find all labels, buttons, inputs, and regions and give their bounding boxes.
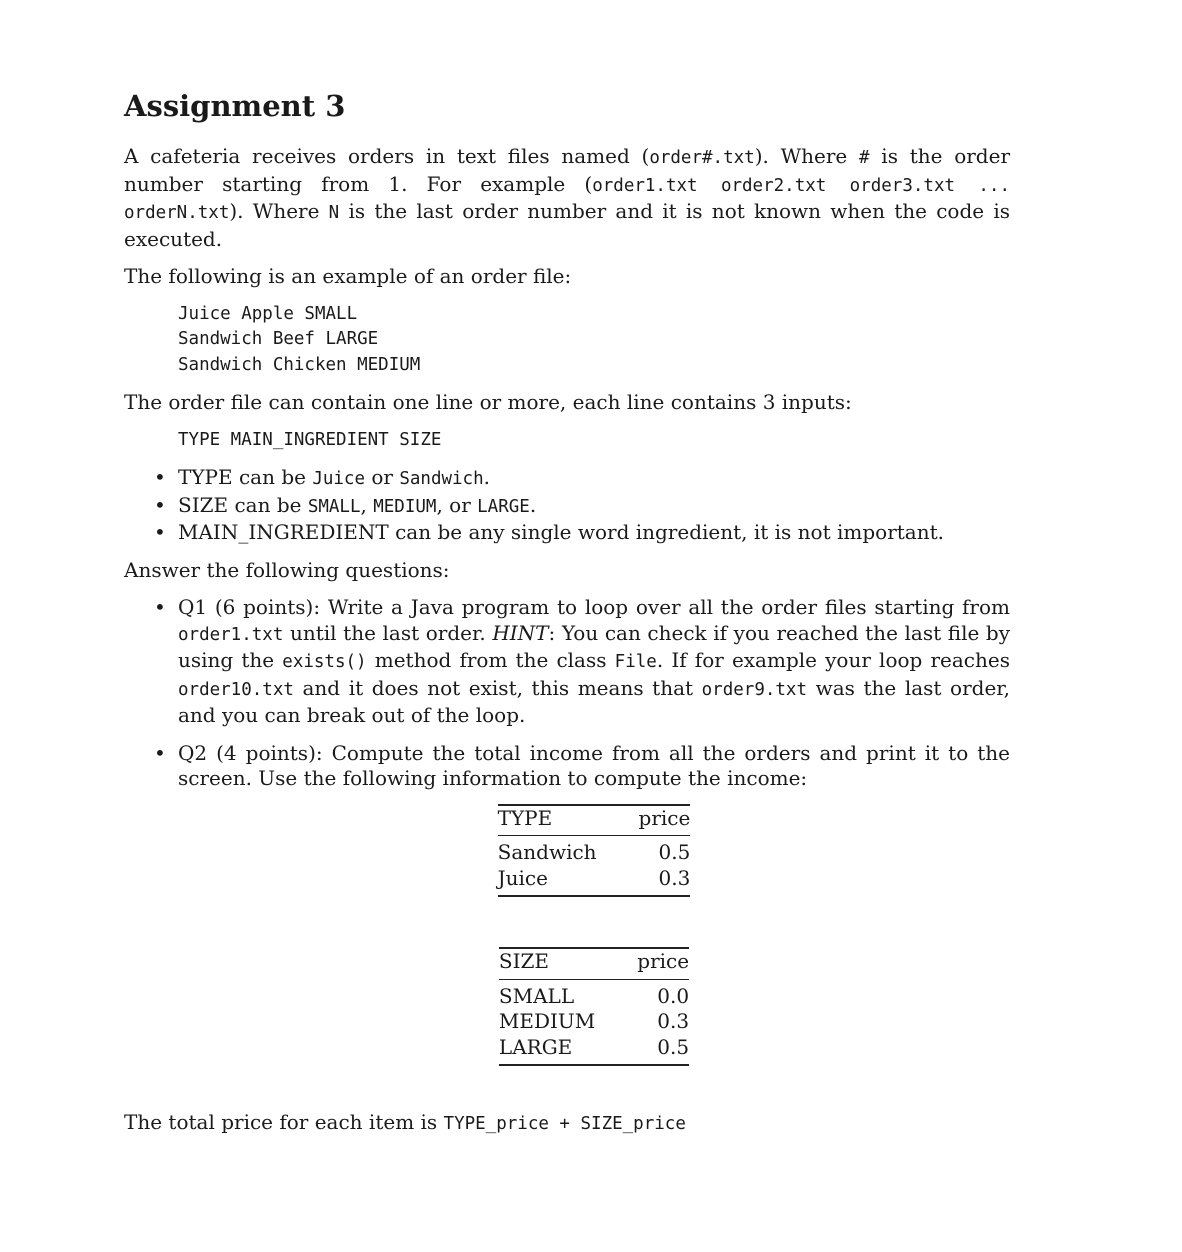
format-line: TYPE MAIN_INGREDIENT SIZE [178,429,442,450]
q1-text: and it does not exist, this means that [293,675,702,700]
q1-text: was the last order, and you can break out of the loop. [178,675,1010,727]
questions-intro: Answer the following questions: [124,557,450,582]
example-line: Sandwich Chicken MEDIUM [178,354,421,375]
table-cell: Sandwich [497,840,597,864]
intro-text: ). Where [754,144,860,168]
rule-code: LARGE [477,496,530,517]
table-cell: 0.3 [639,866,691,897]
question-1 [124,595,1010,729]
q1-code: order1.txt [178,624,284,645]
questions-list [124,595,1010,792]
table-cell: 0.3 [657,1009,690,1033]
rule-text: , or [436,492,478,517]
rule-text: TYPE can be [178,465,313,489]
page-title: Assignment 3 [124,89,346,123]
q1-text: method from the class [366,648,615,672]
q1-code: order9.txt [701,679,807,700]
format-intro: The order file can contain one line or more, each line contains 3 inputs: [124,390,852,414]
intro-text: A cafeteria receives orders in text files named ( [124,144,650,168]
table-cell: LARGE [499,1035,637,1066]
total-price-note [124,1110,1010,1138]
q1-text: Q1 (6 points): Write a Java program to loop over all the order files starting from [178,595,1010,619]
rule-text: SIZE can be [178,492,308,517]
intro-text: is the last order number and it is not known when the code is executed. [124,199,1011,251]
table-header: TYPE [498,805,639,836]
size-price-table [499,947,689,1066]
intro-text: ). Where [229,199,329,223]
rule-code: Sandwich [399,469,484,489]
table-cell: 0.5 [637,1035,689,1066]
intro-code: order#.txt [649,148,755,168]
size-table-wrap [124,947,1010,1066]
rules-list [124,465,1010,546]
rule-type [124,465,1010,493]
rule-text: . [483,465,490,489]
q1-hint: HINT [492,620,549,645]
rule-text: , [360,492,374,517]
intro-code: N [328,203,340,223]
rule-code: SMALL [307,496,361,517]
rule-text: . [529,492,537,517]
document-page [124,88,1010,1150]
q1-code: File [614,652,657,672]
example-intro: The following is an example of an order file: [124,264,572,288]
table-cell: SMALL [498,983,575,1008]
table-header: price [637,948,689,979]
q1-code: order10.txt [178,679,294,700]
table-cell: 0.5 [658,840,691,864]
table-cell: MEDIUM [498,1009,596,1033]
table-cell: Juice [498,866,639,897]
intro-code: # [859,148,870,168]
intro-text: is the order number starting from 1. For example ( [124,144,1011,196]
rule-size [124,493,1010,521]
rule-main-ingredient: • MAIN_INGREDIENT can be any single word ingredient, it is not important. [124,520,1010,546]
q1-text: : You can check if you reached the last file by using the [178,620,1011,672]
rule-code: MEDIUM [373,496,437,517]
table-header: price [639,805,691,836]
q2-text: Q2 (4 points): Compute the total income from all the orders and print it to the screen. Use the following information to compute the income: [178,740,1010,790]
type-table-wrap [124,804,1010,898]
example-line: Juice Apple SMALL [178,303,358,324]
intro-code: order1.txt order2.txt order3.txt ... orderN.txt [124,175,1010,223]
q1-text: . If for example your loop reaches [656,648,1010,672]
total-text: The total price for each item is [124,1110,444,1134]
total-formula: TYPE_price + SIZE_price [443,1114,686,1134]
question-2 [124,741,1010,792]
q1-code: exists() [282,652,367,672]
q1-text: until the last order. [283,620,493,645]
rule-text: or [365,465,400,489]
table-header: SIZE [499,948,637,979]
rule-code: Juice [312,469,366,489]
example-line: Sandwich Beef LARGE [178,329,379,349]
intro-paragraph [124,144,1010,252]
example-order-file [178,302,1010,379]
type-price-table [498,804,691,898]
table-cell: 0.0 [657,983,690,1008]
